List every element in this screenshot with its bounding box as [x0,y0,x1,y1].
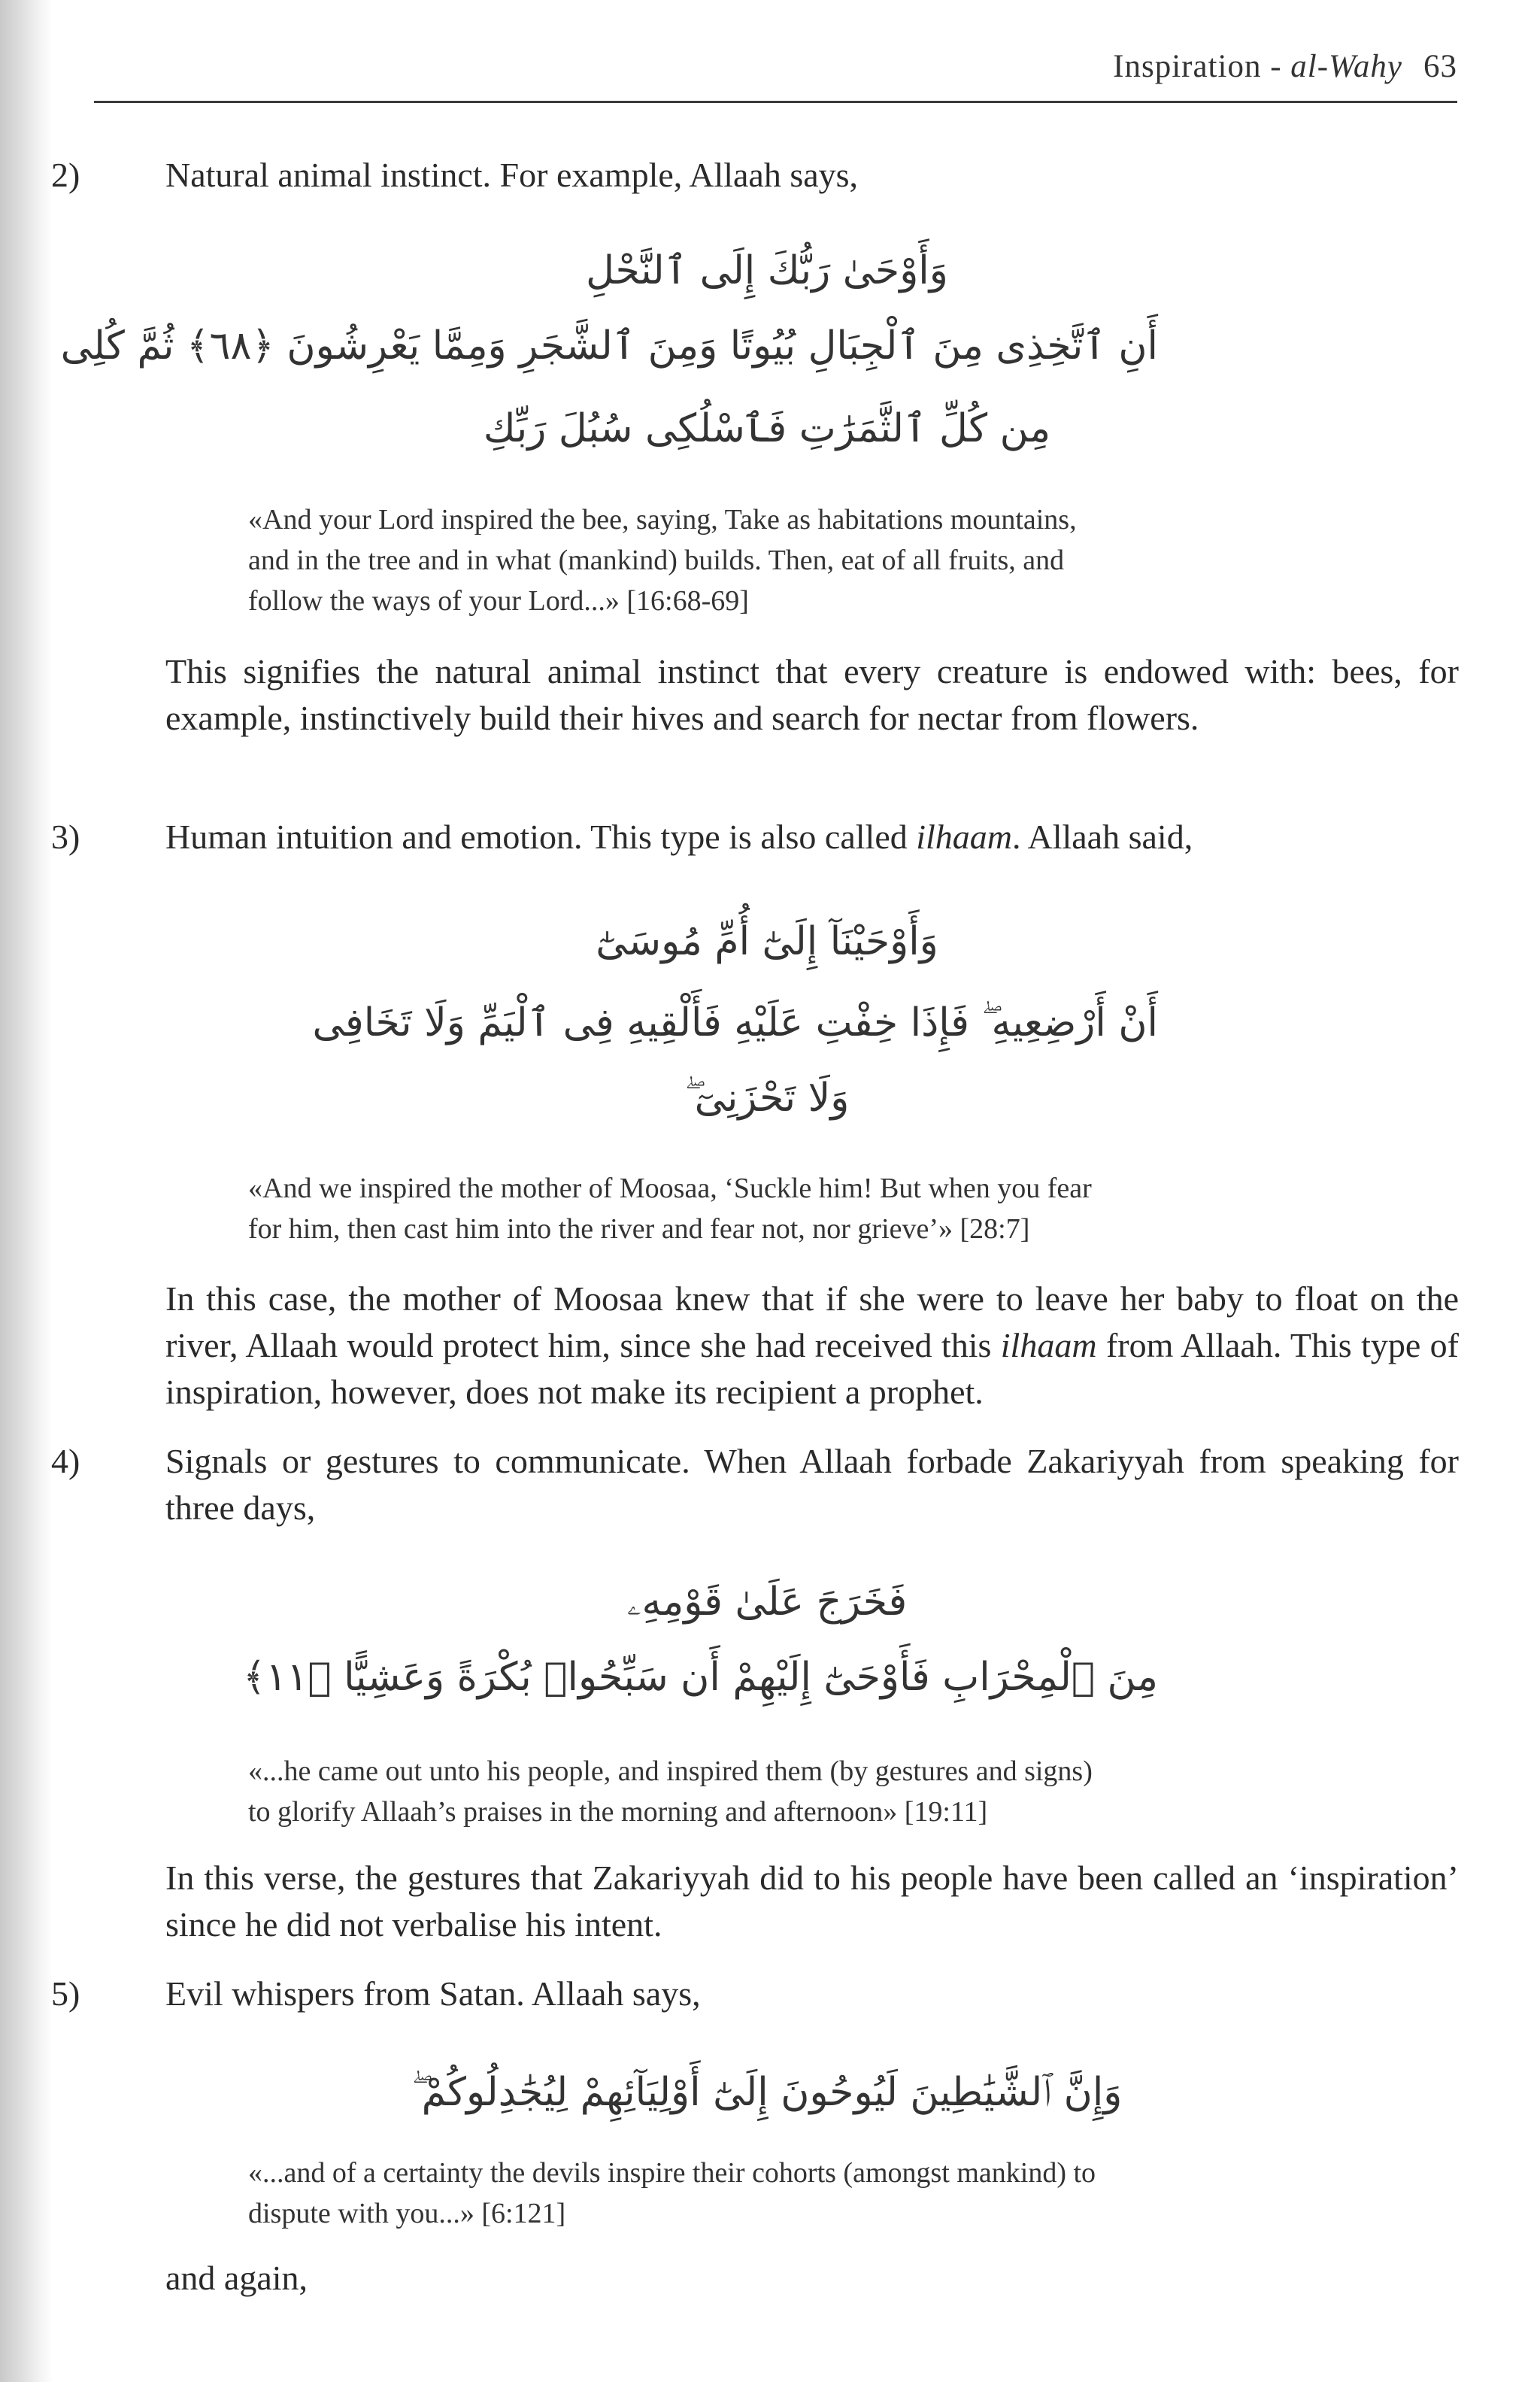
arabic-verse-line: وَأَوْحَىٰ رَبُّكَ إِلَى ٱلنَّحْلِ [586,248,948,293]
translation-line: «...he came out unto his people, and inspired them (by gestures and signs) [248,1755,1093,1787]
item-number-4: 4) [51,1442,80,1480]
header-title: Inspiration - [1113,49,1291,84]
item-5-intro: Evil whispers from Satan. Allaah says, [165,1974,701,2013]
item-4-commentary: In this verse, the gestures that Zakariyyah did to his people have been called an ‘inspiration’ since he did not verbalise his intent. [165,1859,1459,1944]
translation-line: dispute with you...» [6:121] [248,2198,566,2229]
arabic-verse-line: فَخَرَجَ عَلَىٰ قَوْمِهِۦ [626,1579,908,1625]
translation-line: to glorify Allaah’s praises in the morning and afternoon» [19:11] [248,1796,988,1828]
arabic-verse-line: أَنِ ٱتَّخِذِى مِنَ ٱلْجِبَالِ بُيُوتًا وَمِنَ ٱلشَّجَرِ وَمِمَّا يَعْرِشُونَ ﴿٦٨﴾ ثُمَّ كُلِى [60,323,1158,369]
term-ilhaam: ilhaam [916,818,1013,856]
arabic-verse-line: مِن كُلِّ ٱلثَّمَرَٰتِ فَٱسْلُكِى سُبُلَ رَبِّكِ [483,406,1051,451]
item-number-2: 2) [51,156,80,194]
item-number-5: 5) [51,1974,80,2013]
verse-translation [248,1751,1338,1832]
closing-text: and again, [165,2259,308,2297]
item-number-3: 3) [51,818,80,856]
arabic-verse-line: وَلَا تَحْزَنِىٓ ۖ [684,1076,850,1121]
translation-line: for him, then cast him into the river and fear not, nor grieve’» [28:7] [248,1213,1030,1245]
translation-line: follow the ways of your Lord...» [16:68-69] [248,585,749,617]
page-number: 63 [1423,49,1457,84]
item-4-intro: Signals or gestures to communicate. When Allaah forbade Zakariyyah from speaking for three days, [165,1442,1459,1527]
translation-line: «And we inspired the mother of Moosaa, ‘Suckle him! But when you fear [248,1173,1092,1204]
arabic-verse-line: مِنَ ٱلْمِحْرَابِ فَأَوْحَىٰٓ إِلَيْهِمْ أَن سَبِّحُوا۟ بُكْرَةً وَعَشِيًّا ﴿١١﴾ [243,1655,1158,1700]
translation-line: and in the tree and in what (mankind) builds. Then, eat of all fruits, and [248,545,1065,576]
arabic-verse-line: أَنْ أَرْضِعِيهِ ۖ فَإِذَا خِفْتِ عَلَيْهِ فَأَلْقِيهِ فِى ٱلْيَمِّ وَلَا تَخَافِى [312,1000,1158,1045]
item-3-intro: Human intuition and emotion. This type is also called ilhaam. Allaah said, [165,818,1193,856]
item-2-intro: Natural animal instinct. For example, Allaah says, [165,156,859,194]
page-gutter-shadow [0,0,53,2382]
translation-line: «...and of a certainty the devils inspire their cohorts (amongst mankind) to [248,2157,1096,2189]
verse-translation [248,2153,1338,2234]
header-rule [94,101,1457,103]
item-3-commentary: In this case, the mother of Moosaa knew that if she were to leave her baby to float on the river, Allaah would protect him, since she had received this ilhaam from Allaah. This type of inspiration, however, does not make its recipient a prophet. [165,1279,1459,1411]
arabic-verse-line: وَأَوْحَيْنَآ إِلَىٰٓ أُمِّ مُوسَىٰٓ [596,919,938,964]
verse-translation [248,1168,1338,1249]
arabic-verse-line: وَإِنَّ ٱلشَّيَٰطِينَ لَيُوحُونَ إِلَىٰٓ أَوْلِيَآئِهِمْ لِيُجَٰدِلُوكُمْ ۖ [411,2070,1123,2115]
header-subtitle: al-Wahy [1290,49,1402,84]
term-ilhaam: ilhaam [1000,1326,1097,1364]
running-header [1113,48,1457,85]
translation-line: «And your Lord inspired the bee, saying, Take as habitations mountains, [248,504,1077,536]
verse-translation [248,499,1338,621]
item-2-commentary: This signifies the natural animal instinct that every creature is endowed with: bees, for example, instinctively build their hives and search for nectar from flowers. [165,652,1459,737]
